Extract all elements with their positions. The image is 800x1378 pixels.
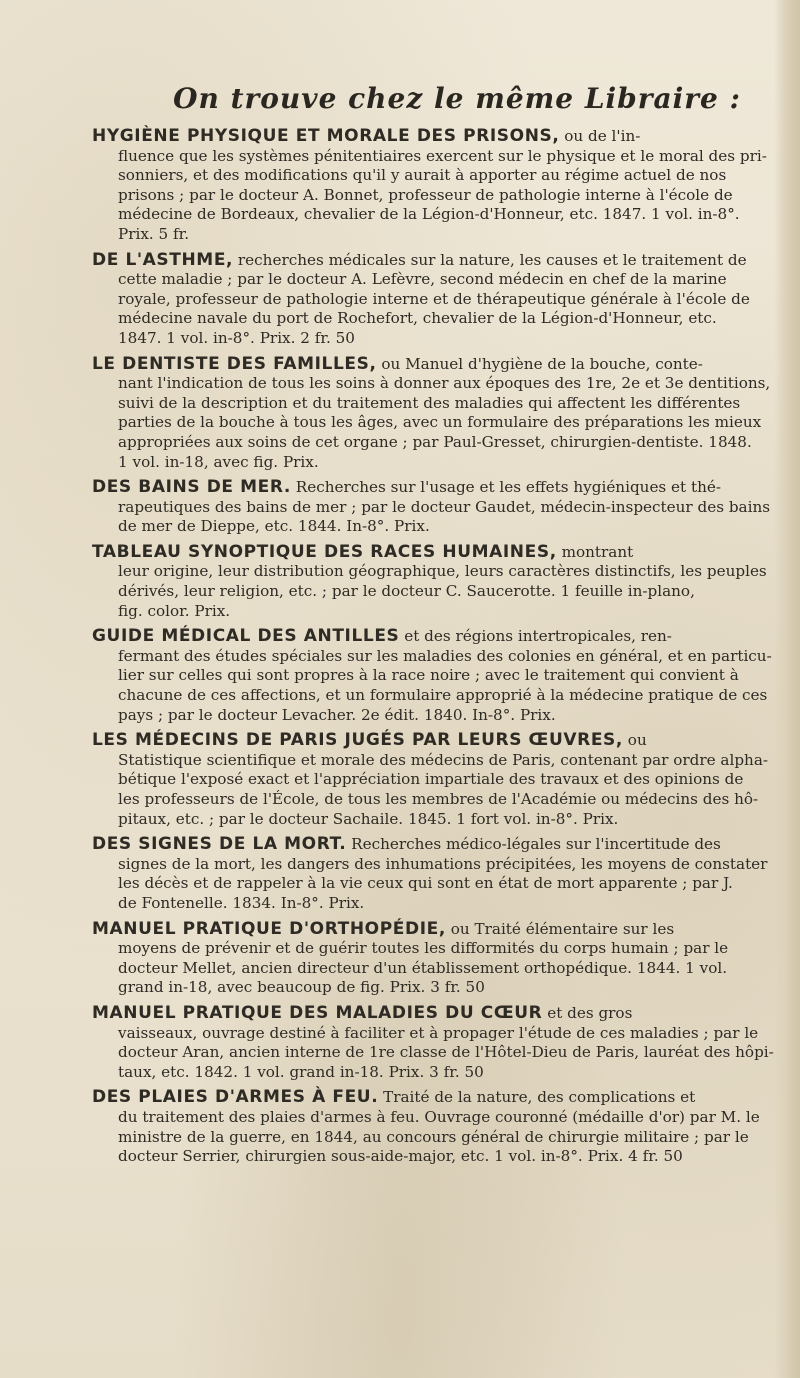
- entry-line: prisons ; par le docteur A. Bonnet, professeur de pathologie interne à l'école de: [118, 185, 733, 204]
- entry-line: suivi de la description et du traitement des maladies qui affectent les différentes: [118, 393, 741, 412]
- entry-line: vaisseaux, ouvrage destiné à faciliter et à propager l'étude de ces maladies ; par le: [118, 1023, 759, 1042]
- entry-line: cette maladie ; par le docteur A. Lefèvre, second médecin en chef de la marine: [118, 270, 727, 289]
- entry-title: LES MÉDECINS DE PARIS JUGÉS PAR LEURS ŒUVRES,: [92, 730, 623, 751]
- entry-text: ou de l'in-: [559, 127, 641, 145]
- entry-line: du traitement des plaies d'armes à feu. Ouvrage couronné (médaille d'or) par M. le: [118, 1107, 760, 1126]
- entry-text: Recherches sur l'usage et les effets hygiéniques et thé-: [290, 478, 721, 497]
- entry-line: lier sur celles qui sont propres à la race noire ; avec le traitement qui convient à: [118, 666, 739, 685]
- entry-title: LE DENTISTE DES FAMILLES,: [92, 353, 377, 374]
- entry-text: Traité de la nature, des complications et: [378, 1088, 696, 1107]
- entry-title: TABLEAU SYNOPTIQUE DES RACES HUMAINES,: [92, 541, 557, 562]
- entry-line: docteur Aran, ancien interne de 1re classe de l'Hôtel-Dieu de Paris, lauréat des hôpi-: [118, 1043, 774, 1062]
- entry-line: de mer de Dieppe, etc. 1844. In-8°. Prix.: [118, 517, 430, 536]
- entry-text: et des régions intertropicales, ren-: [399, 627, 672, 646]
- entry-line: fig. color. Prix.: [118, 601, 231, 620]
- entry-line: pitaux, etc. ; par le docteur Sachaile. 1845. 1 fort vol. in-8°. Prix.: [118, 809, 619, 828]
- entry-line: grand in-18, avec beaucoup de fig. Prix. 3 fr. 50: [118, 978, 485, 997]
- entry-line: les professeurs de l'École, de tous les membres de l'Académie ou médecins des hô-: [118, 790, 759, 808]
- entry-line: docteur Mellet, ancien directeur d'un établissement orthopédique. 1844. 1 vol.: [118, 958, 728, 977]
- entry-line: appropriées aux soins de cet organe ; par Paul-Gresset, chirurgien-dentiste. 1848.: [118, 432, 752, 451]
- catalogue: [92, 82, 782, 1173]
- catalogue-entry: [92, 127, 782, 245]
- entry-line: de Fontenelle. 1834. In-8°. Prix.: [118, 893, 365, 912]
- entry-text: montrant: [556, 542, 634, 561]
- entry-line: Statistique scientifique et morale des médecins de Paris, contenant par ordre alpha-: [118, 750, 769, 769]
- entry-line: dérivés, leur religion, etc. ; par le docteur C. Saucerotte. 1 feuille in-plano,: [118, 582, 695, 601]
- entry-text: et des gros: [542, 1003, 633, 1022]
- catalogue-header: On trouve chez le même Libraire :: [173, 82, 741, 115]
- entry-title: DE L'ASTHME,: [92, 249, 234, 270]
- entry-line: moyens de prévenir et de guérir toutes les difformités du corps humain ; par le: [118, 939, 729, 958]
- entry-line: médecine navale du port de Rochefort, chevalier de la Légion-d'Honneur, etc.: [118, 309, 717, 328]
- catalogue-entry: [92, 1088, 782, 1166]
- entry-text: ou: [622, 731, 647, 750]
- entry-line: Prix. 5 fr.: [118, 224, 190, 243]
- entry-title: DES SIGNES DE LA MORT.: [92, 834, 347, 855]
- entry-line: fermant des études spéciales sur les maladies des colonies en général, et en particu-: [118, 646, 772, 665]
- entry-line: médecine de Bordeaux, chevalier de la Légion-d'Honneur, etc. 1847. 1 vol. in-8°.: [118, 205, 740, 224]
- catalogue-entry: [92, 543, 782, 621]
- entry-line: 1 vol. in-18, avec fig. Prix.: [118, 452, 319, 471]
- entry-line: chacune de ces affections, et un formulaire approprié à la médecine pratique de ces: [118, 686, 768, 705]
- catalogue-entry: [92, 355, 782, 473]
- catalogue-entry: [92, 251, 782, 349]
- catalogue-entry: [92, 627, 782, 725]
- catalogue-entry: [92, 920, 782, 998]
- entry-title: HYGIÈNE PHYSIQUE ET MORALE DES PRISONS,: [92, 126, 560, 146]
- entry-title: DES PLAIES D'ARMES À FEU.: [92, 1087, 379, 1108]
- entry-line: royale, professeur de pathologie interne et de thérapeutique générale à l'école de: [118, 289, 750, 308]
- entry-line: parties de la bouche à tous les âges, avec un formulaire des préparations les mieux: [118, 413, 762, 432]
- entry-line: nant l'indication de tous les soins à donner aux époques des 1re, 2e et 3e dentitions,: [118, 374, 771, 393]
- entry-text: ou Traité élémentaire sur les: [445, 919, 675, 938]
- entry-text: recherches médicales sur la nature, les causes et le traitement de: [233, 250, 747, 269]
- catalogue-entry: [92, 1004, 782, 1082]
- entry-text: Recherches médico-légales sur l'incertitude des: [346, 835, 721, 854]
- entry-line: fluence que les systèmes pénitentiaires exercent sur le physique et le moral des pri-: [118, 146, 767, 165]
- entry-text: ou Manuel d'hygiène de la bouche, conte-: [376, 354, 703, 373]
- catalogue-entry: [92, 478, 782, 537]
- entry-title: MANUEL PRATIQUE DES MALADIES DU CŒUR: [92, 1002, 543, 1023]
- entry-line: rapeutiques des bains de mer ; par le docteur Gaudet, médecin-inspecteur des bains: [118, 497, 771, 516]
- entry-line: signes de la mort, les dangers des inhumations précipitées, les moyens de constater: [118, 854, 768, 873]
- entry-title: MANUEL PRATIQUE D'ORTHOPÉDIE,: [92, 918, 446, 939]
- entry-line: leur origine, leur distribution géographique, leurs caractères distinctifs, les peuples: [118, 562, 767, 581]
- entry-title: GUIDE MÉDICAL DES ANTILLES: [92, 626, 400, 647]
- catalogue-entry: [92, 731, 782, 829]
- entry-line: bétique l'exposé exact et l'appréciation impartiale des travaux et des opinions de: [118, 770, 744, 789]
- entry-line: 1847. 1 vol. in-8°. Prix. 2 fr. 50: [118, 328, 355, 347]
- catalogue-entry: [92, 835, 782, 913]
- entry-line: les décès et de rappeler à la vie ceux qui sont en état de mort apparente ; par J.: [118, 874, 733, 893]
- entry-line: pays ; par le docteur Levacher. 2e édit. 1840. In-8°. Prix.: [118, 705, 556, 724]
- entry-line: taux, etc. 1842. 1 vol. grand in-18. Prix. 3 fr. 50: [118, 1062, 484, 1081]
- entry-line: sonniers, et des modifications qu'il y aurait à apporter au régime actuel de nos: [118, 166, 727, 185]
- entry-line: ministre de la guerre, en 1844, au concours général de chirurgie militaire ; par le: [118, 1127, 749, 1146]
- entry-title: DES BAINS DE MER.: [92, 477, 291, 498]
- entry-line: docteur Serrier, chirurgien sous-aide-major, etc. 1 vol. in-8°. Prix. 4 fr. 50: [118, 1147, 683, 1166]
